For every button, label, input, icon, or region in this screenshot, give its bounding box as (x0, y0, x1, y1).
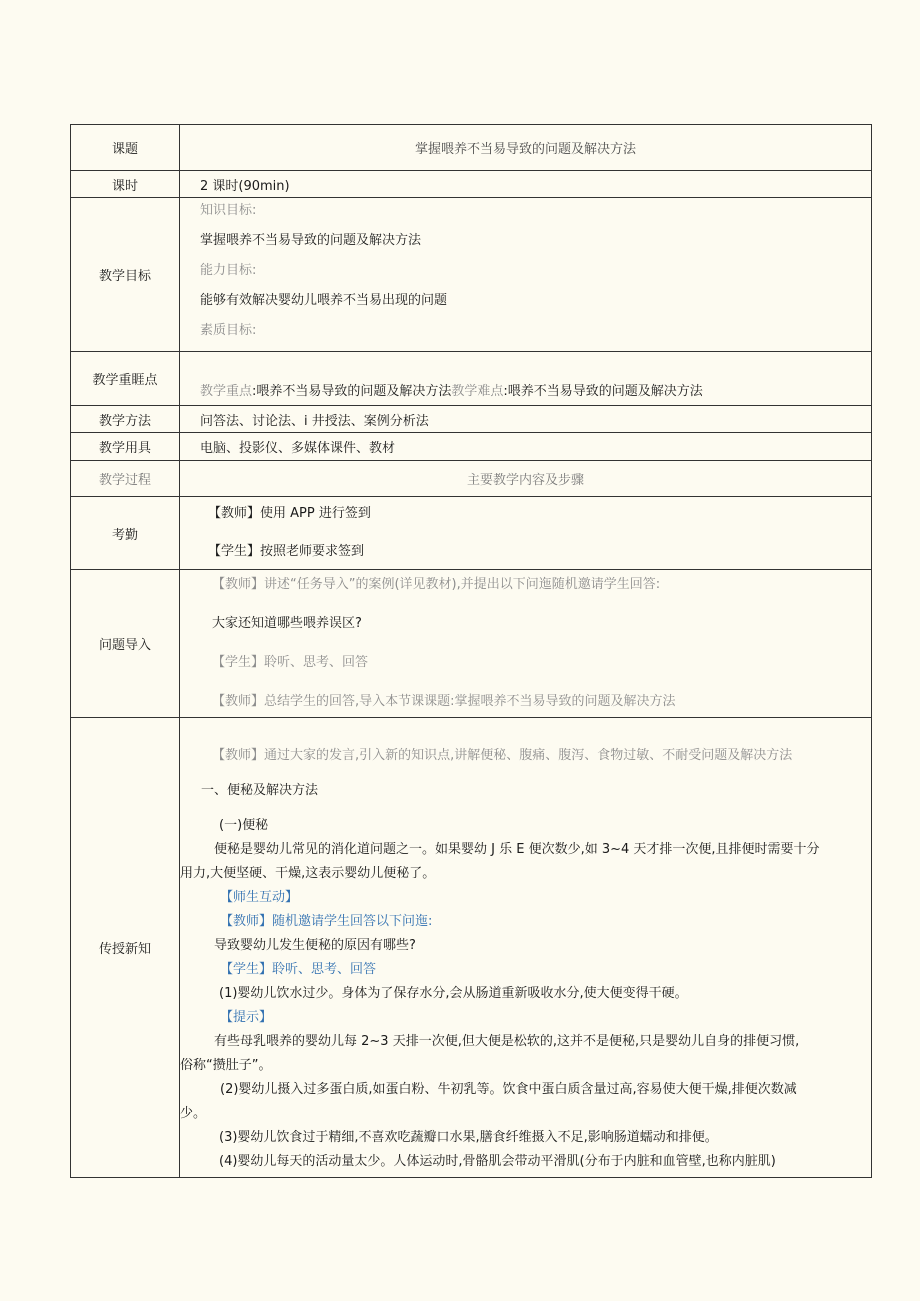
attendance-teacher: 【教师】使用 APP 进行签到 (208, 506, 371, 521)
nk-teacher-question: 【教师】随机邀请学生回答以下问迤: (220, 914, 433, 929)
quality-goal-label: 素质目标: (200, 323, 257, 338)
nk-student-response: 【学生】聆听、思考、回答 (220, 962, 377, 977)
process-content-header: 主要教学内容及步骤 (180, 461, 872, 497)
ability-goal: 能够有效解决婴幼儿喂养不当易出现的问题 (200, 293, 448, 308)
nk-question: 导致婴幼儿发生便秘的原因有哪些? (214, 938, 416, 953)
knowledge-goal: 掌握喂养不当易导致的问题及解决方法 (200, 233, 422, 248)
nk-interaction: 【师生互动】 (220, 890, 299, 905)
tools-label: 教学用具 (71, 433, 180, 461)
row-hours (71, 171, 872, 198)
hours-value: 2 课时(90min) (180, 171, 872, 198)
nk-reason-1: (1)婴幼儿饮水过少。身体为了保存水分,会从肠道重新吸收水分,使大便变得干硬。 (219, 986, 688, 1001)
hours-label: 课时 (71, 171, 180, 198)
intro-question: 大家还知道哪些喂养误区? (212, 616, 362, 631)
knowledge-goal-label: 知识目标: (200, 203, 257, 218)
intro-teacher-2: 【教师】总结学生的回答,导入本节课课题:掌握喂养不当易导致的问题及解决方法 (212, 694, 676, 709)
nk-hint-line2: 俗称“攒肚子”。 (180, 1058, 272, 1073)
nk-p1-line1: 便秘是婴幼儿常见的消化道问题之一。如果婴幼 J 乐 E 便次数少,如 3~4 天才排一次便,且排便时需要十分 (214, 842, 820, 857)
row-process-header (71, 461, 872, 497)
methods-value: 问答法、讨论法、i 井授法、案例分析法 (180, 406, 872, 433)
row-key-points (71, 352, 872, 406)
nk-section-1: 一、便秘及解决方法 (201, 783, 319, 798)
attendance-label: 考勤 (71, 497, 180, 570)
nk-reason-2-line2: 少。 (180, 1106, 207, 1121)
row-intro (71, 570, 872, 718)
nk-reason-3: (3)婴幼儿饮食过于精细,不喜欢吃蔬瓣口水果,膳食纤维摄入不足,影响肠道蠕动和排便。 (219, 1130, 718, 1145)
nk-teacher-intro: 【教师】通过大家的发言,引入新的知识点,讲解便秘、腹痛、腹泻、食物过敏、不耐受问题及解决方法 (212, 748, 793, 763)
topic-title: 掌握喂养不当易导致的问题及解决方法 (180, 125, 872, 171)
attendance-content (180, 497, 872, 570)
objectives-content (180, 198, 872, 352)
new-knowledge-label: 传授新知 (71, 718, 180, 1178)
difficult-point: :喂养不当易导致的问题及解决方法 (503, 384, 703, 399)
methods-label: 教学方法 (71, 406, 180, 433)
attendance-student: 【学生】按照老师要求签到 (208, 544, 365, 559)
intro-content (180, 570, 872, 718)
tools-value: 电脑、投影仪、多媒体课件、教材 (180, 433, 872, 461)
nk-reason-4: (4)婴幼儿每天的活动量太少。人体运动时,骨骼肌会带动平滑肌(分布于内脏和血管壁,也称内脏肌) (219, 1154, 776, 1169)
row-new-knowledge (71, 718, 872, 1178)
ability-goal-label: 能力目标: (200, 263, 257, 278)
intro-student: 【学生】聆听、思考、回答 (212, 655, 369, 670)
topic-label: 课题 (71, 125, 180, 171)
intro-label: 问题导入 (71, 570, 180, 718)
lesson-plan-table (70, 124, 872, 1178)
nk-hint-line1: 有些母乳喂养的婴幼儿每 2~3 天排一次便,但大便是松软的,这并不是便秘,只是婴幼儿自身的排便习惯, (214, 1034, 800, 1049)
nk-hint: 【提示】 (220, 1010, 273, 1025)
difficult-point-label: 教学难点 (451, 384, 504, 399)
key-points-label: 教学重睚点 (71, 352, 180, 406)
row-topic (71, 125, 872, 171)
row-tools (71, 433, 872, 461)
key-points-content (180, 352, 872, 406)
nk-sub-1: (一)便秘 (219, 818, 269, 833)
row-methods (71, 406, 872, 433)
nk-reason-2-line1: (2)婴幼儿摄入过多蛋白质,如蛋白粉、牛初乳等。饮食中蛋白质含量过高,容易使大便干燥,排便次数减 (220, 1082, 797, 1097)
key-point: :喂养不当易导致的问题及解决方法 (252, 384, 452, 399)
objectives-label: 教学目标 (71, 198, 180, 352)
intro-teacher-1: 【教师】讲述“任务导入”的案例(详见教材),并提出以下问迤随机邀请学生回答: (212, 577, 661, 592)
row-objectives (71, 198, 872, 352)
process-label: 教学过程 (71, 461, 180, 497)
new-knowledge-content (180, 718, 872, 1178)
row-attendance (71, 497, 872, 570)
key-point-label: 教学重点 (200, 384, 253, 399)
nk-p1-line2: 用力,大便坚硬、干燥,这表示婴幼儿便秘了。 (180, 866, 436, 881)
